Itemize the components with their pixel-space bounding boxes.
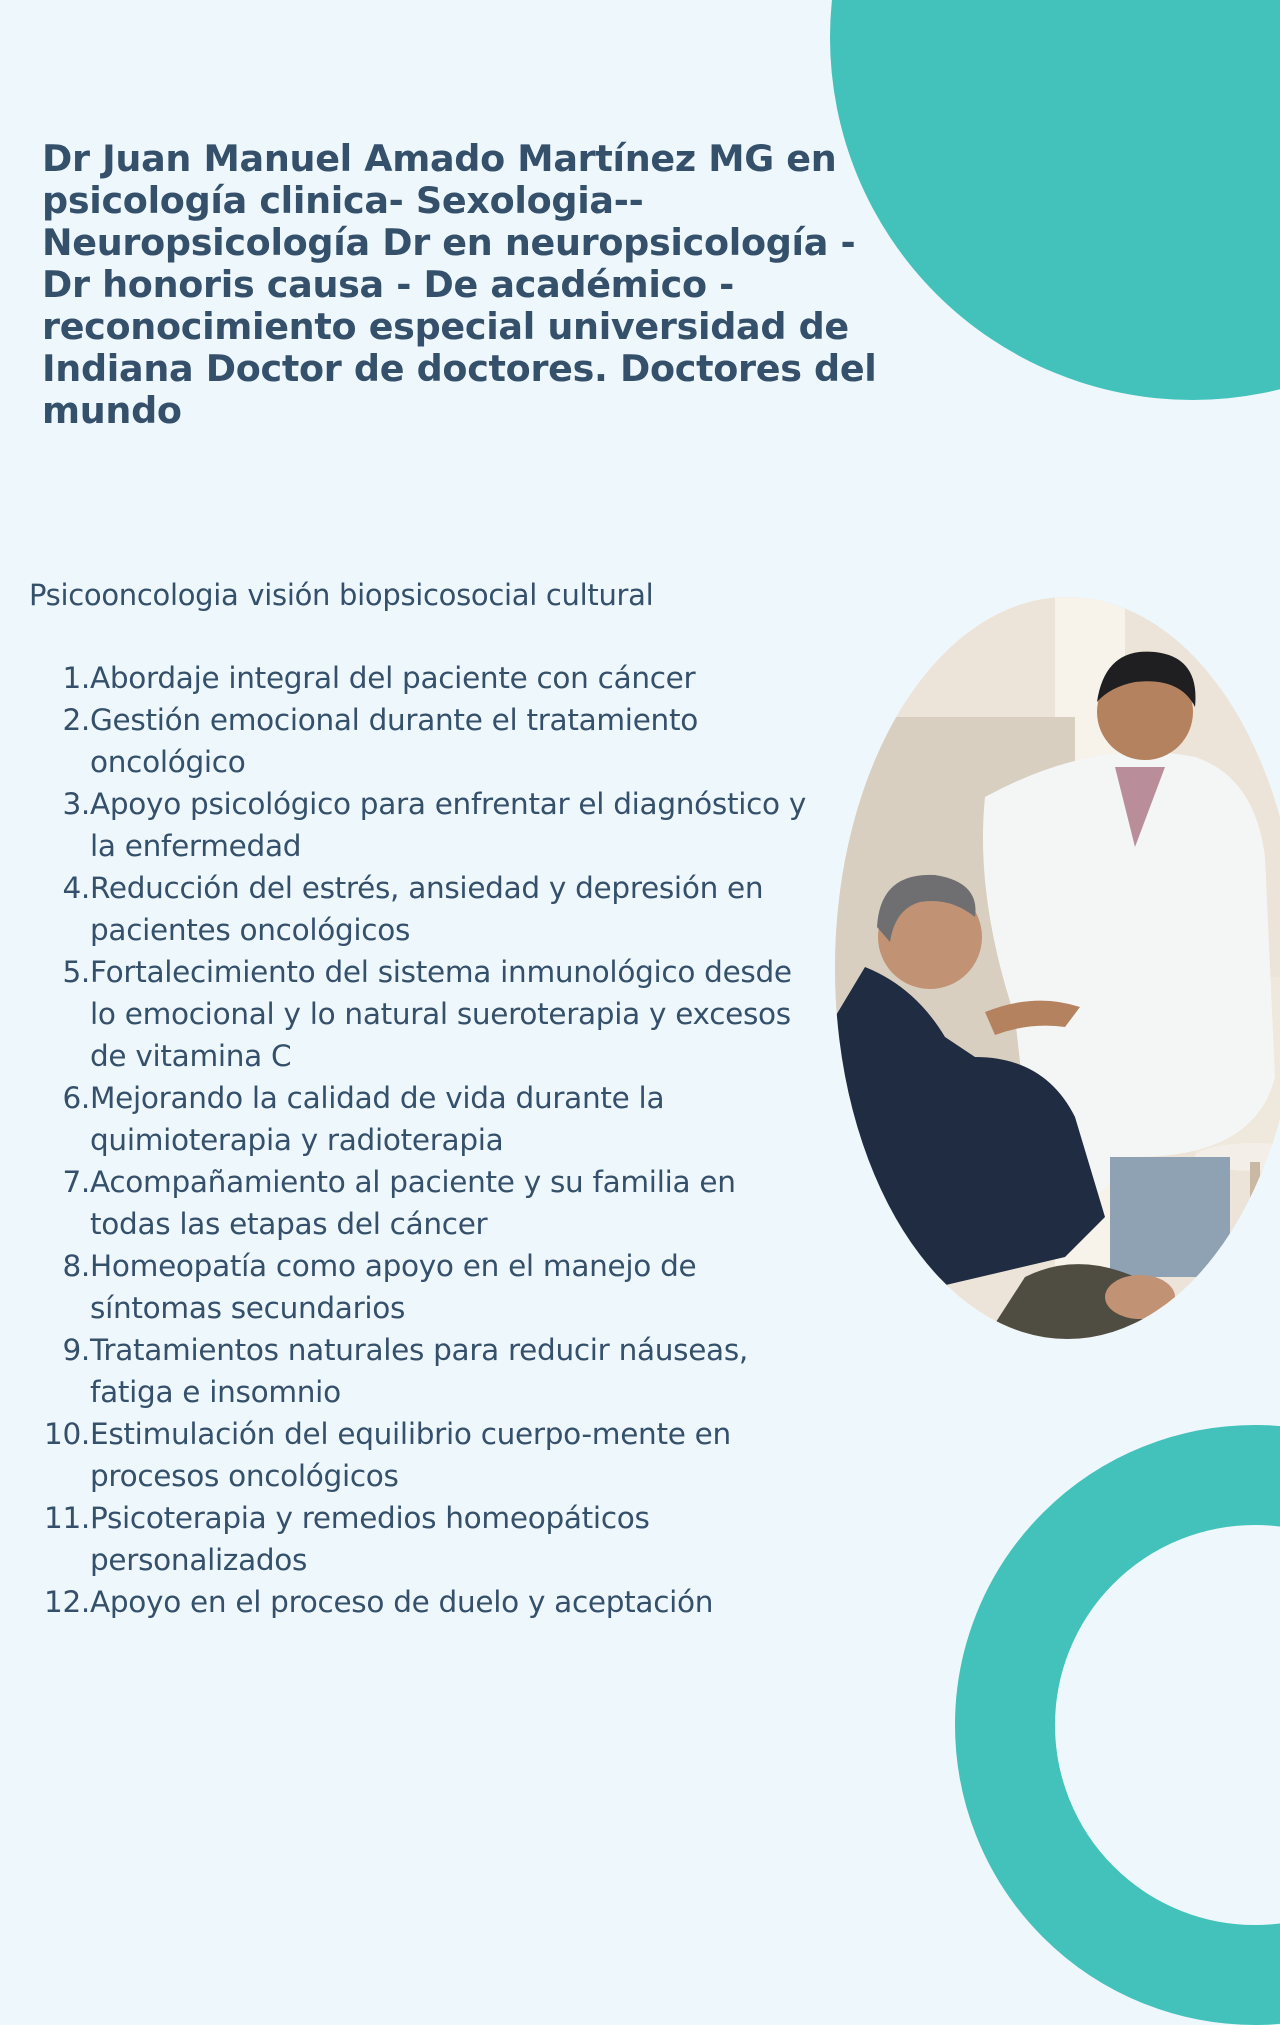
list-item-text: Mejorando la calidad de vida durante la quimioterapia y radioterapia [90,1081,665,1157]
list-item-number: 2. [62,703,90,737]
list-item-number: 4. [62,871,90,905]
list-item-text: Apoyo en el proceso de duelo y aceptación [90,1585,714,1619]
list-item-text: Apoyo psicológico para enfrentar el diagnóstico y la enfermedad [90,787,807,863]
list-item [33,1581,823,1623]
list-item-text: Tratamientos naturales para reducir náuseas, fatiga e insomnio [90,1333,748,1409]
decorative-ring-bottom [955,1425,1280,2025]
list-item-number: 9. [62,1333,90,1367]
list-item-number: 6. [62,1081,90,1115]
page-title: Dr Juan Manuel Amado Martínez MG en psicología clinica- Sexologia-- Neuropsicología Dr en neuropsicología - Dr honoris causa - De académico - reconocimiento especial universidad de Indiana Doctor de doctores. Doctores del mundo [42,137,877,432]
doctor-patient-photo [835,597,1280,1339]
list-item [33,699,823,783]
list-item [33,1077,823,1161]
list-item [33,1497,823,1581]
list-item-number: 7. [62,1165,90,1199]
list-item [33,1245,823,1329]
list-item [33,867,823,951]
list-item-text: Fortalecimiento del sistema inmunológico desde lo emocional y lo natural sueroterapia y excesos de vitamina C [90,955,792,1073]
list-item [33,1413,823,1497]
list-item-text: Acompañamiento al paciente y su familia en todas las etapas del cáncer [90,1165,736,1241]
list-item [33,1329,823,1413]
list-item-number: 11. [43,1501,90,1535]
section-subtitle: Psicooncologia visión biopsicosocial cultural [29,578,654,612]
list-item-text: Gestión emocional durante el tratamiento oncológico [90,703,698,779]
list-item-text: Psicoterapia y remedios homeopáticos personalizados [90,1501,650,1577]
list-item-text: Homeopatía como apoyo en el manejo de síntomas secundarios [90,1249,697,1325]
list-item-number: 8. [62,1249,90,1283]
list-item-text: Reducción del estrés, ansiedad y depresión en pacientes oncológicos [90,871,764,947]
list-item-number: 1. [62,661,90,695]
list-item-number: 10. [43,1417,90,1451]
list-item [33,657,823,699]
list-item-text: Abordaje integral del paciente con cáncer [90,661,696,695]
list-item [33,1161,823,1245]
services-list [33,657,823,1623]
list-item-number: 3. [62,787,90,821]
list-item [33,783,823,867]
list-item-text: Estimulación del equilibrio cuerpo-mente en procesos oncológicos [90,1417,731,1493]
photo-illustration [835,597,1280,1339]
list-item-number: 5. [62,955,90,989]
list-item [33,951,823,1077]
list-item-number: 12. [43,1585,90,1619]
